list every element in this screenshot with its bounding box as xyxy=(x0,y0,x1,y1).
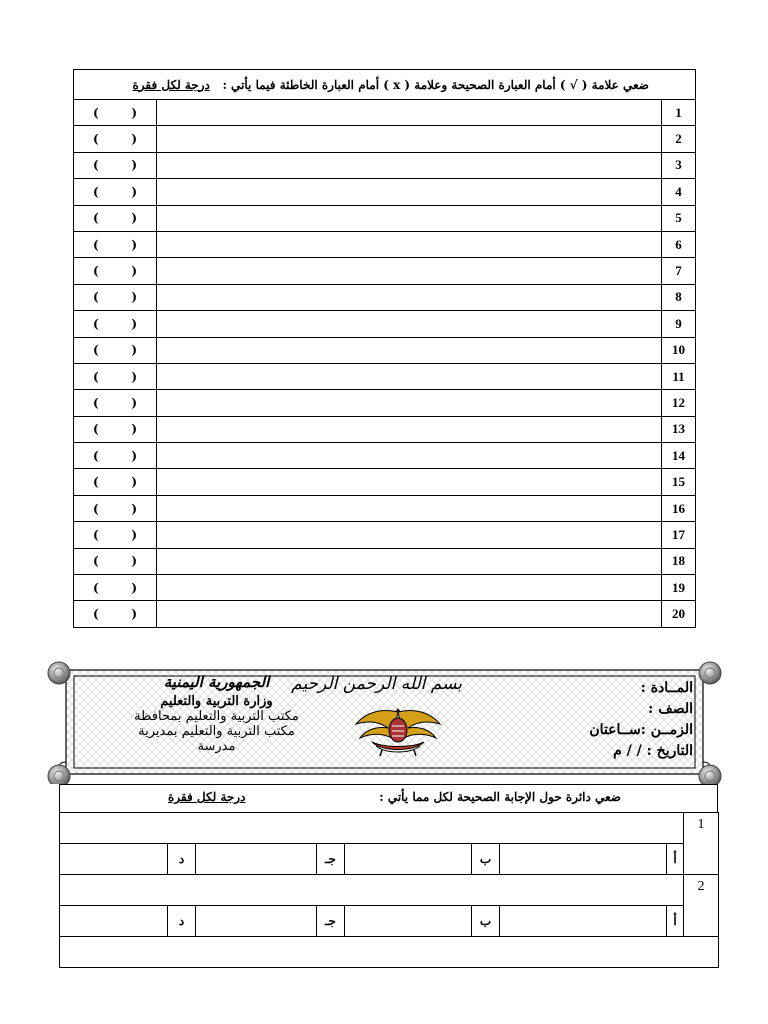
answer-parentheses[interactable]: ( ) xyxy=(74,548,157,574)
answer-parentheses[interactable]: ( ) xyxy=(74,601,157,627)
row-number: 5 xyxy=(662,205,696,231)
true-false-row xyxy=(74,231,696,257)
statement-cell xyxy=(157,390,662,416)
answer-parentheses[interactable]: ( ) xyxy=(74,363,157,389)
option-label[interactable]: أ xyxy=(667,906,684,937)
option-answer-cell[interactable] xyxy=(60,906,168,937)
statement-cell xyxy=(157,469,662,495)
answer-parentheses[interactable]: ( ) xyxy=(74,443,157,469)
row-number: 3 xyxy=(662,152,696,178)
row-number: 7 xyxy=(662,258,696,284)
option-answer-cell[interactable] xyxy=(500,844,667,875)
option-label[interactable]: د xyxy=(168,906,196,937)
row-number: 10 xyxy=(662,337,696,363)
question-stem-cell xyxy=(60,875,684,906)
corner-knob-icon xyxy=(699,662,721,684)
statement-cell xyxy=(157,522,662,548)
true-false-row xyxy=(74,311,696,337)
question-number: 2 xyxy=(684,875,719,937)
true-false-table xyxy=(73,69,696,628)
exam-header-frame xyxy=(44,660,725,784)
true-false-instruction: ضعي علامة ( √ ) أمام العبارة الصحيحة وعلامة ( x ) أمام العبارة الخاطئة فيما يأتي : xyxy=(222,77,649,92)
office-directorate: مكتب التربية والتعليم بمديرية xyxy=(138,724,295,739)
institution-block xyxy=(114,670,319,754)
row-number: 2 xyxy=(662,126,696,152)
question-number: 1 xyxy=(684,813,719,875)
date-label: التاريخ : / / م xyxy=(613,743,693,759)
option-label[interactable]: جـ xyxy=(317,906,345,937)
true-false-row xyxy=(74,522,696,548)
statement-cell xyxy=(157,443,662,469)
class-label: الصف : xyxy=(648,701,693,717)
question-stem-row xyxy=(60,813,719,844)
statement-cell xyxy=(157,416,662,442)
answer-parentheses[interactable]: ( ) xyxy=(74,205,157,231)
options-row xyxy=(60,906,719,937)
time-label: الزمــن :ســاعتان xyxy=(589,722,693,738)
true-false-row xyxy=(74,469,696,495)
answer-parentheses[interactable]: ( ) xyxy=(74,179,157,205)
row-number: 20 xyxy=(662,601,696,627)
option-answer-cell[interactable] xyxy=(60,844,168,875)
answer-parentheses[interactable]: ( ) xyxy=(74,522,157,548)
statement-cell xyxy=(157,231,662,257)
multiple-choice-grade-note: درجة لكل فقرة xyxy=(168,790,246,804)
true-false-row xyxy=(74,258,696,284)
answer-parentheses[interactable]: ( ) xyxy=(74,126,157,152)
row-number: 14 xyxy=(662,443,696,469)
row-number: 17 xyxy=(662,522,696,548)
answer-parentheses[interactable]: ( ) xyxy=(74,284,157,310)
option-label[interactable]: ب xyxy=(472,906,500,937)
row-number: 16 xyxy=(662,495,696,521)
republic-name: الجمهورية اليمنية xyxy=(163,673,270,691)
statement-cell xyxy=(157,311,662,337)
option-answer-cell[interactable] xyxy=(500,906,667,937)
option-answer-cell[interactable] xyxy=(196,844,317,875)
answer-parentheses[interactable]: ( ) xyxy=(74,469,157,495)
statement-cell xyxy=(157,126,662,152)
multiple-choice-table xyxy=(59,812,719,968)
options-row xyxy=(60,844,719,875)
row-number: 11 xyxy=(662,363,696,389)
answer-parentheses[interactable]: ( ) xyxy=(74,258,157,284)
statement-cell xyxy=(157,179,662,205)
true-false-row xyxy=(74,390,696,416)
option-answer-cell[interactable] xyxy=(345,844,472,875)
statement-cell xyxy=(157,495,662,521)
option-answer-cell[interactable] xyxy=(196,906,317,937)
answer-parentheses[interactable]: ( ) xyxy=(74,495,157,521)
true-false-section xyxy=(73,69,695,628)
answer-parentheses[interactable]: ( ) xyxy=(74,311,157,337)
option-label[interactable]: د xyxy=(168,844,196,875)
true-false-row xyxy=(74,548,696,574)
row-number: 15 xyxy=(662,469,696,495)
true-false-row xyxy=(74,575,696,601)
statement-cell xyxy=(157,152,662,178)
question-stem-cell xyxy=(60,813,684,844)
office-governorate: مكتب التربية والتعليم بمحافظة xyxy=(134,709,299,724)
statement-cell xyxy=(157,100,662,126)
blank-row xyxy=(60,937,719,968)
statement-cell xyxy=(157,575,662,601)
true-false-row xyxy=(74,126,696,152)
true-false-row xyxy=(74,601,696,627)
row-number: 6 xyxy=(662,231,696,257)
basmala-calligraphy: بسم الله الرحمن الرحيم xyxy=(291,674,462,694)
row-number: 4 xyxy=(662,179,696,205)
true-false-row xyxy=(74,205,696,231)
true-false-header-row xyxy=(74,70,696,100)
option-label[interactable]: ب xyxy=(472,844,500,875)
answer-parentheses[interactable]: ( ) xyxy=(74,337,157,363)
statement-cell xyxy=(157,548,662,574)
statement-cell xyxy=(157,284,662,310)
answer-parentheses[interactable]: ( ) xyxy=(74,231,157,257)
true-false-instruction-cell xyxy=(74,70,696,100)
statement-cell xyxy=(157,258,662,284)
statement-cell xyxy=(157,601,662,627)
answer-parentheses[interactable]: ( ) xyxy=(74,152,157,178)
statement-cell xyxy=(157,205,662,231)
answer-parentheses[interactable]: ( ) xyxy=(74,100,157,126)
corner-knob-icon xyxy=(48,662,70,684)
subject-label: المــادة : xyxy=(640,680,693,696)
statement-cell xyxy=(157,363,662,389)
multiple-choice-title xyxy=(59,784,718,812)
true-false-row xyxy=(74,443,696,469)
answer-parentheses[interactable]: ( ) xyxy=(74,390,157,416)
ministry-name: وزارة التربية والتعليم xyxy=(160,694,273,709)
true-false-grade-note: درجة لكل فقرة xyxy=(132,77,210,92)
true-false-row xyxy=(74,337,696,363)
true-false-row xyxy=(74,284,696,310)
yemen-eagle-emblem-icon xyxy=(352,702,444,758)
true-false-row xyxy=(74,416,696,442)
row-number: 18 xyxy=(662,548,696,574)
answer-parentheses[interactable]: ( ) xyxy=(74,416,157,442)
row-number: 19 xyxy=(662,575,696,601)
row-number: 8 xyxy=(662,284,696,310)
option-label[interactable]: جـ xyxy=(317,844,345,875)
answer-parentheses[interactable]: ( ) xyxy=(74,575,157,601)
option-answer-cell[interactable] xyxy=(345,906,472,937)
row-number: 1 xyxy=(662,100,696,126)
row-number: 13 xyxy=(662,416,696,442)
question-stem-row xyxy=(60,875,719,906)
true-false-row xyxy=(74,495,696,521)
option-label[interactable]: أ xyxy=(667,844,684,875)
blank-cell xyxy=(60,937,719,968)
multiple-choice-instruction: ضعي دائرة حول الإجابة الصحيحة لكل مما يأتي : xyxy=(379,790,621,804)
row-number: 9 xyxy=(662,311,696,337)
exam-info-block xyxy=(589,678,693,762)
true-false-row xyxy=(74,179,696,205)
true-false-row xyxy=(74,100,696,126)
true-false-row xyxy=(74,363,696,389)
true-false-row xyxy=(74,152,696,178)
statement-cell xyxy=(157,337,662,363)
school-label: مدرسة xyxy=(197,739,236,754)
row-number: 12 xyxy=(662,390,696,416)
